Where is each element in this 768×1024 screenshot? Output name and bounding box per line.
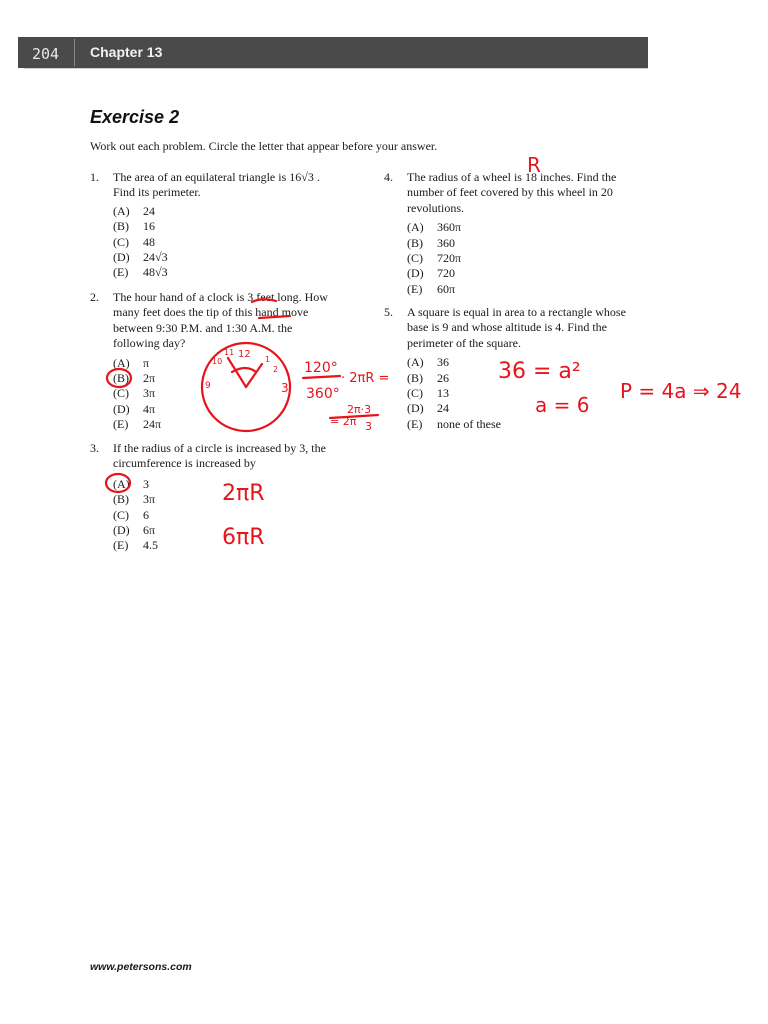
instructions: Work out each problem. Circle the letter that appear before your answer. — [90, 139, 438, 153]
clock-mark: 2 — [273, 365, 279, 374]
chapter-title: Chapter 13 — [90, 44, 163, 60]
circle-answer-2b — [107, 369, 131, 387]
choice-c[interactable]: (C) 3π — [113, 386, 156, 401]
choice-b[interactable]: (B) 3π — [113, 492, 156, 507]
question-number: 1. — [90, 170, 99, 184]
footer-url: www.petersons.com — [90, 961, 192, 973]
choice-a[interactable]: (A) 3 — [113, 476, 149, 491]
choice-c[interactable]: (C) 6 — [113, 507, 149, 522]
stem-line: The radius of a wheel is 18 inches. Find the — [407, 170, 617, 184]
work-perimeter: P = 4a ⇒ 24 — [620, 379, 742, 403]
choice-b[interactable]: (B) 26 — [407, 370, 449, 385]
work-36-a2: 36 = a² — [498, 359, 581, 384]
stem-line: A square is equal in area to a rectangle whose — [407, 305, 626, 319]
stem-line: base is 9 and whose altitude is 4. Find the — [407, 320, 607, 335]
exercise-title: Exercise 2 — [90, 107, 180, 127]
choice-c[interactable]: (C) 48 — [113, 234, 155, 249]
clock-mark: 1 — [265, 355, 271, 364]
question-number: 3. — [90, 441, 99, 455]
choice-a[interactable]: (A) 36 — [407, 355, 449, 370]
stem-line: number of feet covered by this wheel in 20 — [407, 185, 613, 200]
choice-e[interactable]: (E) 24π — [113, 417, 162, 432]
work-6piR-q3: 6πR — [222, 525, 265, 550]
work-2piR: · 2πR = — [341, 371, 390, 386]
choice-e[interactable]: (E) 60π — [407, 281, 456, 296]
choice-e[interactable]: (E) 48√3 — [113, 265, 168, 280]
circle-answer-3a — [106, 474, 130, 492]
clock-mark: 3 — [281, 381, 289, 395]
clock-mark: 9 — [205, 381, 211, 391]
stem-line: circumference is increased by — [113, 456, 256, 471]
stem-line: perimeter of the square. — [407, 335, 521, 350]
stem-line: The area of an equilateral triangle is 16√3 . — [113, 170, 320, 184]
stem-line: If the radius of a circle is increased by 3, the — [113, 441, 326, 455]
choice-e[interactable]: (E) none of these — [407, 416, 501, 431]
underline-3-feet — [252, 299, 276, 302]
question-number: 4. — [384, 170, 393, 184]
annotation-radius-r: R — [527, 153, 541, 177]
work-2piR-q3: 2πR — [222, 481, 265, 506]
stem-line: Find its perimeter. — [113, 185, 201, 200]
stem-line: The hour hand of a clock is 3 feet long. How — [113, 290, 328, 304]
clock-mark: 12 — [238, 349, 251, 360]
choice-d[interactable]: (D) 720 — [407, 266, 455, 281]
choice-b[interactable]: (B) 2π — [113, 371, 156, 386]
underline-hand — [259, 316, 290, 318]
clock-mark: 10 — [212, 357, 223, 366]
choice-c[interactable]: (C) 720π — [407, 251, 462, 265]
clock-hand — [228, 358, 246, 387]
choice-d[interactable]: (D) 24 — [407, 401, 449, 416]
stem-line: revolutions. — [407, 200, 464, 215]
choice-b[interactable]: (B) 16 — [113, 219, 155, 234]
choice-d[interactable]: (D) 24√3 — [113, 249, 168, 264]
stem-line: following day? — [113, 336, 186, 351]
clock-mark: 11 — [224, 348, 235, 357]
choice-d[interactable]: (D) 6π — [113, 522, 156, 537]
work-3: 3 — [365, 420, 372, 433]
question-number: 5. — [384, 305, 393, 319]
work-120: 120° — [304, 360, 338, 376]
choice-a[interactable]: (A) 24 — [113, 203, 155, 218]
choice-e[interactable]: (E) 4.5 — [113, 538, 158, 553]
page-number: 204 — [32, 45, 60, 63]
work-a6: a = 6 — [535, 393, 590, 417]
question-number: 2. — [90, 290, 99, 304]
work-result: = 2π — [330, 415, 357, 428]
work-2pi3: 2π·3 — [347, 403, 372, 416]
choice-b[interactable]: (B) 360 — [407, 235, 455, 250]
stem-line: many feet does the tip of this hand move — [113, 305, 309, 320]
choice-c[interactable]: (C) 13 — [407, 386, 449, 400]
choice-a[interactable]: (A) 360π — [407, 220, 462, 235]
work-360: 360° — [306, 386, 340, 402]
fraction-bar — [303, 376, 340, 378]
choice-d[interactable]: (D) 4π — [113, 401, 156, 416]
choice-a[interactable]: (A) π — [113, 355, 150, 370]
stem-line: between 9:30 P.M. and 1:30 A.M. the — [113, 320, 293, 335]
